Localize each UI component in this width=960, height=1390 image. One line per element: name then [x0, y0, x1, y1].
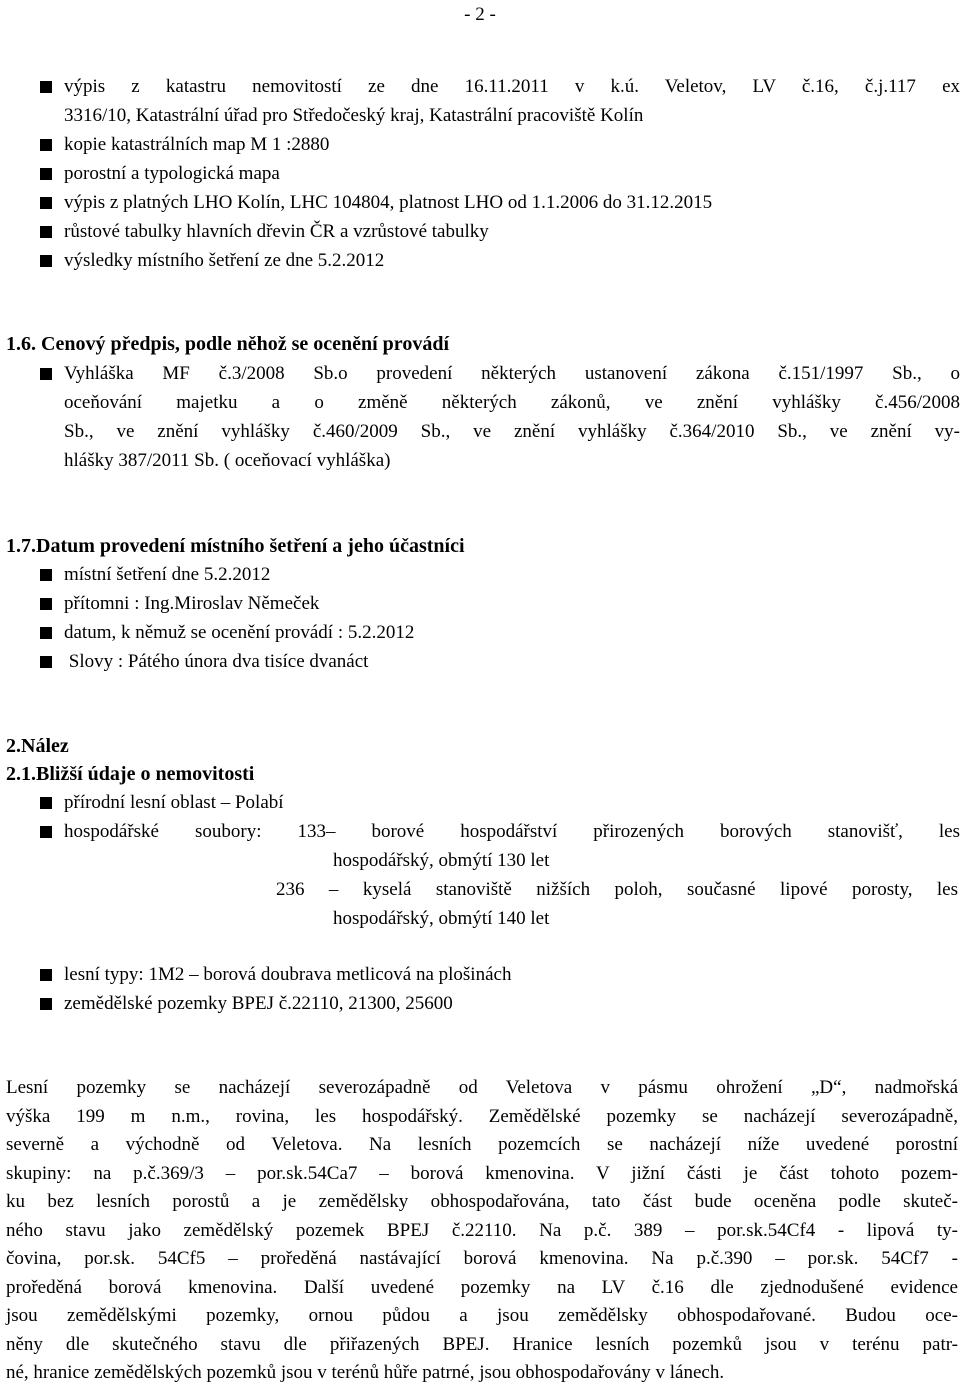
- source-line: výsledky místního šetření ze dne 5.2.2012: [64, 250, 385, 271]
- source-line: porostní a typologická mapa: [64, 163, 280, 184]
- bullet-icon: [40, 139, 52, 151]
- source-line: růstové tabulky hlavních dřevin ČR a vzrůstové tabulky: [64, 221, 489, 242]
- regulation-line: Sb., ve znění vyhlášky č.460/2009 Sb., ve znění vyhlášky č.364/2010 Sb., ve znění vy-: [64, 421, 960, 442]
- list-item: [40, 817, 960, 846]
- property-details-list: [40, 788, 960, 846]
- bullet-icon: [40, 656, 52, 668]
- list-item: [40, 217, 960, 246]
- paragraph-line: něny dle skutečného stavu dle přiřazených BPEJ. Hranice lesních pozemků jsou v terénu patr-: [6, 1333, 958, 1355]
- regulation-line: Vyhláška MF č.3/2008 Sb.o provedení některých ustanovení zákona č.151/1997 Sb., o: [64, 363, 960, 384]
- paragraph-line: jsou zemědělskými pozemky, ornou půdou a jsou zemědělsky obhospodařované. Budou oce-: [6, 1305, 958, 1326]
- bullet-icon: [40, 627, 52, 639]
- list-item: [40, 647, 960, 676]
- source-line: výpis z platných LHO Kolín, LHC 104804, platnost LHO od 1.1.2006 do 31.12.2015: [64, 192, 713, 213]
- list-item: [40, 72, 960, 130]
- detail-continuation: hospodářský, obmýtí 130 let: [333, 850, 550, 871]
- bullet-icon: [40, 598, 52, 610]
- paragraph-line: proředěná borová kmenovina. Další uvedené pozemky na LV č.16 dle zjednodušené evidence: [6, 1276, 958, 1298]
- list-item: [40, 246, 960, 275]
- list-item: [40, 359, 960, 475]
- bullet-icon: [40, 197, 52, 209]
- inspection-list: [40, 560, 960, 676]
- inspection-item: datum, k němuž se ocenění provádí : 5.2.2012: [64, 622, 415, 643]
- source-line: výpis z katastru nemovitostí ze dne 16.11.2011 v k.ú. Veletov, LV č.16, č.j.117 ex: [64, 76, 960, 97]
- detail-continuation: [276, 875, 958, 904]
- paragraph-line: výška 199 m n.m., rovina, les hospodářský. Zemědělské pozemky se nacházejí severozápadně,: [6, 1105, 958, 1127]
- bullet-icon: [40, 226, 52, 238]
- inspection-item: přítomni : Ing.Miroslav Němeček: [64, 593, 320, 614]
- bullet-icon: [40, 969, 52, 981]
- paragraph-line: skupiny: na p.č.369/3 – por.sk.54Ca7 – borová kmenovina. V jižní části je část tohoto pozem-: [6, 1162, 958, 1184]
- detail-item: přírodní lesní oblast – Polabí: [64, 792, 284, 813]
- detail-item: lesní typy: 1M2 – borová doubrava metlicová na plošinách: [64, 964, 512, 985]
- detail-item: zemědělské pozemky BPEJ č.22110, 21300, 25600: [64, 993, 453, 1014]
- list-item: [40, 989, 960, 1018]
- detail-continuation: hospodářský, obmýtí 140 let: [333, 908, 550, 929]
- list-item: [40, 788, 960, 817]
- property-details-list-2: [40, 960, 960, 1018]
- bullet-icon: [40, 569, 52, 581]
- detail-item: hospodářské soubory: 133– borové hospodářství přirozených borových stanovišť, les: [64, 821, 960, 842]
- list-item: [40, 618, 960, 647]
- list-item: [40, 130, 960, 159]
- bullet-icon: [40, 368, 52, 380]
- list-item: [40, 960, 960, 989]
- bullet-icon: [40, 255, 52, 267]
- section-heading-2: 2.Nález: [6, 735, 69, 757]
- paragraph-line: čovina, por.sk. 54Cf5 – proředěná nastávající borová kmenovina. Na p.č.390 – por.sk. 54Cf7 -: [6, 1248, 958, 1269]
- regulation-block: [40, 359, 960, 475]
- section-heading-1-7: 1.7.Datum provedení místního šetření a jeho účastníci: [6, 535, 465, 557]
- bullet-icon: [40, 826, 52, 838]
- sources-list: [40, 72, 960, 275]
- bullet-icon: [40, 168, 52, 180]
- detail-line: 236 – kyselá stanoviště nižších poloh, současné lipové porosty, les: [276, 879, 958, 900]
- paragraph-line: Lesní pozemky se nacházejí severozápadně od Veletova v pásmu ohrožení „D“, nadmořská: [6, 1077, 958, 1098]
- list-item: [40, 159, 960, 188]
- list-item: [40, 589, 960, 618]
- paragraph-line: ného stavu jako zemědělský pozemek BPEJ č.22110. Na p.č. 389 – por.sk.54Cf4 - lipová ty-: [6, 1219, 958, 1241]
- bullet-icon: [40, 998, 52, 1010]
- section-heading-2-1: 2.1.Bližší údaje o nemovitosti: [6, 763, 255, 785]
- source-line: 3316/10, Katastrální úřad pro Středočeský kraj, Katastrální pracoviště Kolín: [64, 105, 644, 126]
- source-line: kopie katastrálních map M 1 :2880: [64, 134, 330, 155]
- bullet-icon: [40, 81, 52, 93]
- page-number: - 2 -: [464, 4, 496, 25]
- bullet-icon: [40, 797, 52, 809]
- regulation-line: hlášky 387/2011 Sb. ( oceňovací vyhláška): [64, 450, 391, 471]
- regulation-line: oceňování majetku a o změně některých zákonů, ve znění vyhlášky č.456/2008: [64, 392, 960, 413]
- section-heading-1-6: 1.6. Cenový předpis, podle něhož se ocenění provádí: [6, 333, 449, 355]
- paragraph-line: né, hranice zemědělských pozemků jsou v terénů hůře patrné, jsou obhospodařovány v lánech.: [6, 1362, 725, 1383]
- list-item: [40, 560, 960, 589]
- description-paragraph: [6, 1074, 958, 1388]
- paragraph-line: ku bez lesních porostů a je zemědělsky obhospodařována, tato část bude oceněna podle skuteč-: [6, 1191, 958, 1212]
- inspection-item: místní šetření dne 5.2.2012: [64, 564, 271, 585]
- paragraph-line: severně a východně od Veletova. Na lesních pozemcích se nacházejí níže uvedené porostní: [6, 1134, 958, 1155]
- inspection-item: Slovy : Pátého února dva tisíce dvanáct: [64, 651, 369, 672]
- list-item: [40, 188, 960, 217]
